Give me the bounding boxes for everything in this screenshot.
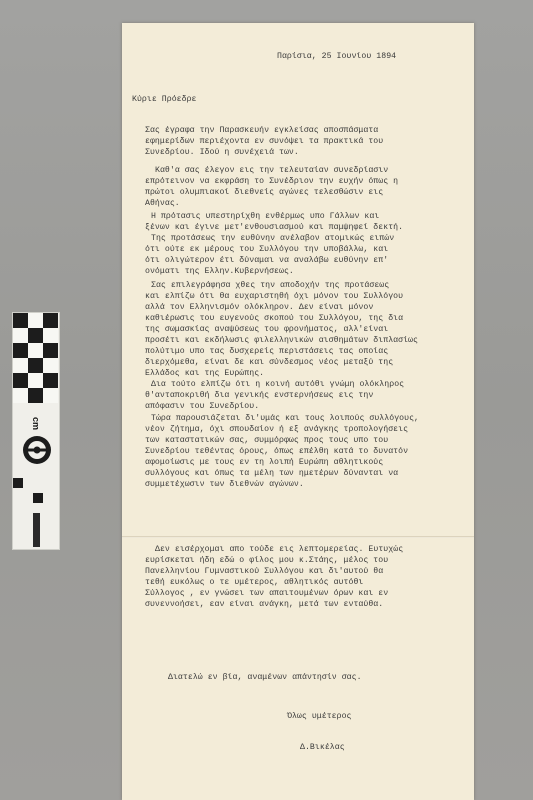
text-line: Διατελώ εν βία, αναμένων απάντησίν σας.: [168, 673, 362, 682]
ruler-unit-label: cm: [31, 417, 41, 431]
text-line: αφομοίωσις με τους εν τη λοιπή Ευρώπη αθλητικούς: [145, 458, 384, 467]
text-line: Συνεδρίου. Ιδού η συνέχειά των.: [145, 148, 299, 157]
letter-salutation: Κύριε Πρόεδρε: [132, 95, 197, 104]
text-line: Σύλλογος , εν γνώσει των απαιτουμένων όρων και εν: [145, 589, 389, 598]
paragraph: [145, 544, 403, 610]
text-line: διερχόμεθα, είναι δε και σύνδεσμος νέος μεταξύ της: [145, 358, 394, 367]
text-line: προσέτι και εκδήλωσις φιλελληνικών αισθημάτων διπλασίως: [145, 336, 418, 345]
text-line: Της προτάσεως την ευθύνην ανέλαβον ατομικώς ειπών: [151, 234, 395, 243]
text-line: πρώτοι ολυμπιακοί διεθνείς αγώνες τελεσθώσιν εις: [145, 188, 384, 197]
text-line: Σας επιλεγράφησα χθες την αποδοχήν της προτάσεως: [151, 281, 390, 290]
text-line: αλλά τον Ελληνισμόν ολόκληρον. Δεν είναι μόνον: [145, 303, 374, 312]
letter-date: Παρίσια, 25 Ιουνίου 1894: [277, 52, 397, 61]
text-line: νέον ζήτημα, όχι σπουδαίον ή εξ ανάγκης τροπολογήσεις: [145, 425, 409, 434]
paragraph: [145, 413, 419, 490]
text-line: εφημερίδων περιέχοντα εν συνόψει τα πρακτικά του: [145, 137, 384, 146]
paragraph: [145, 211, 403, 277]
text-line: ονόματι της Ελλην.Κυβερνήσεως.: [145, 267, 294, 276]
text-line: Τώρα παρουσιάζεται δι'υμάς και τους λοιπούς συλλόγους,: [151, 414, 420, 423]
text-line: Η πρότασις υπεστηρίχθη ενθέρμως υπο Γάλλων και: [151, 212, 380, 221]
text-line: ξένων και έγινε μετ'ενθουσιασμού και παμψηφεί δεκτή.: [145, 223, 404, 232]
text-line: ότι ολιγώτερον έτι δύναμαι να αναλάβω ευθύνην επ': [145, 256, 389, 265]
text-line: συλλόγους και όπως τα μέλη των ημετέρων δύνανται να: [145, 469, 399, 478]
text-line: καθιέρωσις του ευγενούς σκοπού του Συλλόγου, της δια: [145, 314, 404, 323]
text-line: Σας έγραφα την Παρασκευήν εγκλείσας αποσπάσματα: [145, 126, 379, 135]
paragraph: [145, 379, 404, 412]
text-line: απόφασιν του Συνεδρίου.: [145, 402, 260, 411]
text-line: Συνεδρίου τεθέντας όρους, όπως επέλθη κατά το δυνατόν: [145, 447, 409, 456]
text-line: πολύτιμο υπο τας δυσχερείς περιστάσεις τας οποίας: [145, 347, 389, 356]
text-line: ευρίσκεται ήδη εδώ ο φίλος μου κ.Στάης, μέλος του: [145, 556, 389, 565]
text-line: Πανελληνίου Γυμναστικού Συλλόγου και δι'αυτού θα: [145, 567, 384, 576]
color-calibration-ruler: [12, 312, 60, 550]
text-line: Ελλάδος και της Ευρώπης.: [145, 369, 265, 378]
paragraph: [145, 165, 398, 209]
letter-sheet: [122, 23, 474, 800]
letter-signature: Δ.Βικέλας: [300, 743, 345, 752]
text-line: θ'ανταποκριθή δια γενικής ενστερνήσεως εις την: [145, 391, 374, 400]
paragraph: [145, 125, 383, 158]
text-line: Δεν εισέρχομαι απο τούδε εις λεπτομερείας. Ευτυχώς: [155, 545, 404, 554]
text-line: ότι ούτε εκ μέρους του Συλλόγου την υποβάλλω, και: [145, 245, 389, 254]
text-line: της σωμασκίας αναψύσεως του φρονήματος, αλλ'είναι: [145, 325, 389, 334]
paragraph: [168, 672, 362, 683]
text-line: Καθ'α σας έλεγον εις την τελευταίαν συνεδρίασιν: [155, 166, 389, 175]
text-line: Αθήνας.: [145, 199, 180, 208]
text-line: συμμετέχωσιν των διεθνών αγώνων.: [145, 480, 304, 489]
letter-closing: Όλως υμέτερος: [287, 712, 352, 721]
text-line: των καταστατικών σας, συμμόρφως προς τους υπο του: [145, 436, 389, 445]
paragraph: [145, 280, 418, 379]
calibration-target-icon: [22, 435, 52, 465]
text-line: τεθή ευκόλως ο τε υμέτερος, αθλητικός αυτόθι: [145, 578, 364, 587]
text-line: συνεννοήσει, εαν είναι ανάγκη, μετά των ενταύθα.: [145, 600, 384, 609]
text-line: και ελπίζω ότι θα ευχαριστηθή όχι μόνον του Συλλόγου: [145, 292, 404, 301]
paper-fold-line: [122, 536, 474, 538]
text-line: επρότεινον να εκφράση το Συνέδριον την ευχήν όπως η: [145, 177, 399, 186]
text-line: Δια τούτο ελπίζω ότι η κοινή αυτόθι γνώμη ολόκληρος: [151, 380, 405, 389]
